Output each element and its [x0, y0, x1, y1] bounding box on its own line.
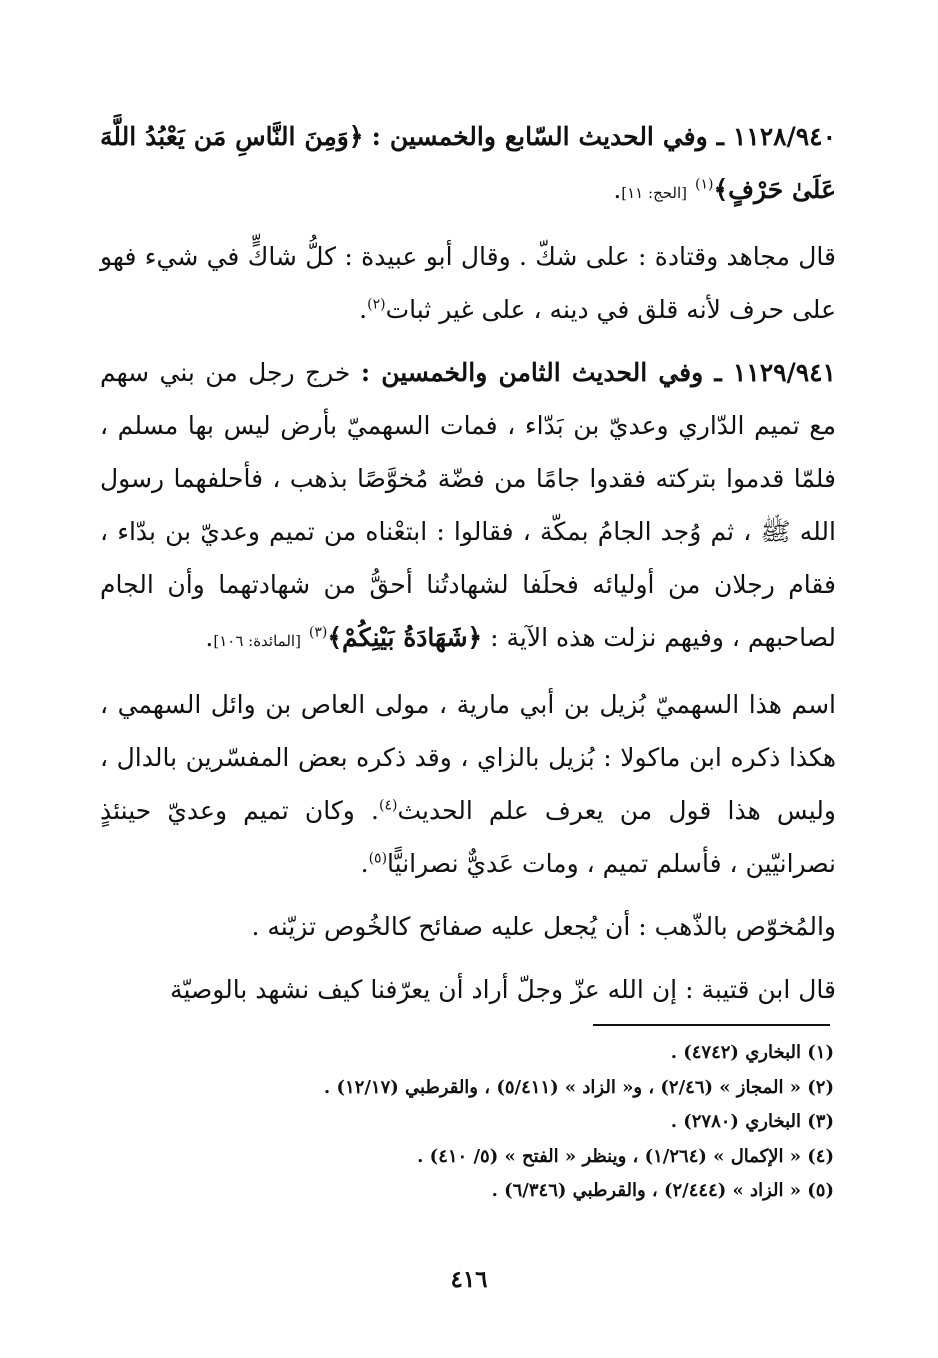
- commentary-paragraph: قال ابن قتيبة : إن الله عزّ وجلّ أراد أن يعرّفنا كيف نشهد بالوصيّة: [170, 975, 836, 1004]
- entry-heading: ١١٢٨/٩٤٠ ـ وفي الحديث السّابع والخمسين :: [371, 122, 836, 151]
- footnote-marker: (٥): [368, 850, 388, 867]
- commentary-text: قال مجاهد وقتادة : على شكّ . وقال أبو عبيدة : كلُّ شاكٍّ في شيء فهو على حرف لأنه قلق في دينه ، على غير ثبات: [100, 242, 836, 324]
- hadith-entry-940: [100, 110, 836, 220]
- footnote-marker: (٣): [308, 624, 328, 641]
- quran-verse: ﴿شَهَادَةُ بَيْنِكُمْ﴾: [327, 623, 483, 652]
- page-body: [100, 110, 836, 1026]
- commentary-paragraph: والمُخوّص بالذّهب : أن يُجعل عليه صفائح كالخُوص تزيّنه .: [251, 912, 836, 941]
- sentence-end: .: [360, 849, 369, 878]
- commentary-paragraph: [100, 230, 836, 336]
- verse-reference: [المائدة: ١٠٦]: [213, 632, 301, 650]
- verse-reference: [الحج: ١١]: [621, 184, 688, 202]
- hadith-text: خرج رجل من بني سهم مع تميم الدّاري وعديّ بن بَدّاء ، فمات السهميّ بأرض ليس بها مسلم ، فلمّا قدموا بتركته فقدوا جامًا من فضّة مُخوَّصًا بذهب ، فأحلفهما رسول الله ﷺ ، ثم وُجد الجامُ بمكّة ، فقالوا : ابتعْناه من تميم وعديّ بن بدّاء ، فقام رجلان من أوليائه فحلَفا لشهادتُنا أحقُّ من شهادتهما وأن الجام لصاحبهم ، وفيهم نزلت هذه الآية :: [100, 358, 836, 652]
- footnotes: [114, 1036, 834, 1209]
- commentary-text: . وكان تميم وعديّ حينئذٍ نصرانيّين ، فأسلم تميم ، ومات عَديٌّ نصرانيًّا: [100, 796, 836, 878]
- sentence-end: .: [205, 623, 214, 652]
- footnote-1: (١) البخاري (٤٧٤٢) .: [670, 1042, 834, 1063]
- hadith-entry-941: [100, 346, 836, 668]
- entry-heading: ١١٢٩/٩٤١ ـ وفي الحديث الثامن والخمسين :: [360, 358, 836, 387]
- sentence-end: .: [359, 295, 368, 324]
- page-number: ٤١٦: [450, 1266, 488, 1293]
- commentary-text: اسم هذا السهميّ بُزيل بن أبي مارية ، مولى العاص بن وائل السهمي ، هكذا ذكره ابن ماكولا : بُزيل بالزاي ، وقد ذكره بعض المفسّرين بالدال ، وليس هذا قول من يعرف علم الحديث: [100, 690, 836, 825]
- quran-verse: ﴿وَمِنَ النَّاسِ مَن يَعْبُدُ اللَّهَ عَلَىٰ حَرْفٍ﴾: [100, 122, 836, 204]
- footnote-5: (٥) « الزاد » (٢/٤٤٤) ، والقرطبي (٦/٣٤٦) .: [491, 1180, 834, 1201]
- footnote-marker: (٢): [367, 296, 386, 313]
- footnote-separator: [593, 1024, 830, 1026]
- sentence-end: .: [613, 175, 622, 204]
- footnote-3: (٣) البخاري (٢٧٨٠) .: [670, 1111, 834, 1132]
- footnote-marker: (١): [694, 176, 714, 193]
- footnote-4: (٤) « الإكمال » (١/٢٦٤) ، وينظر « الفتح » (٥/ ٤١٠) .: [417, 1145, 834, 1167]
- commentary-paragraph: [100, 678, 836, 890]
- footnote-2: (٢) « المجاز » (٢/٤٦) ، و« الزاد » (٥/٤١١) ، والقرطبي (١٢/١٧) .: [323, 1076, 834, 1098]
- footnote-marker: (٤): [378, 797, 398, 814]
